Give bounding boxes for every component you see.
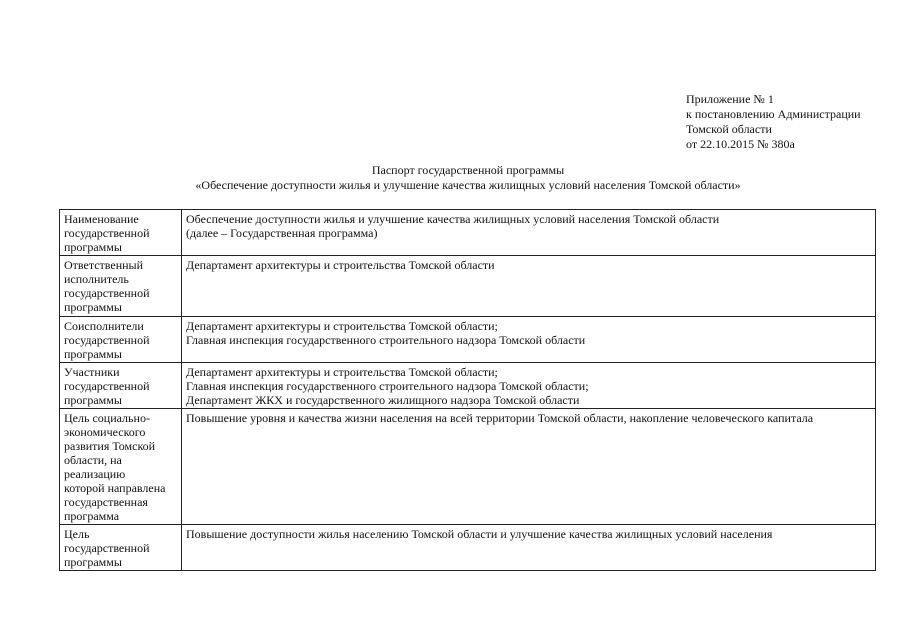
row-label-line: государственная [64,495,148,509]
appendix-header [686,92,896,152]
row-label-line: области, на [64,453,122,467]
passport-table [59,209,876,571]
row-value-line: Повышение уровня и качества жизни населения на всей территории Томской области, накопление человеческого капитала [186,411,814,425]
row-label-line: государственной [64,379,150,393]
row-label-line: государственной [64,333,150,347]
row-label-line: Соисполнители [64,319,144,333]
row-value-cell [182,210,876,256]
row-value-cell [182,525,876,571]
row-value-line: Департамент архитектуры и строительства Томской области; [186,365,498,379]
row-value-cell [182,317,876,363]
row-label-line: программы [64,555,122,569]
row-label-line: программа [64,509,120,523]
appendix-line: Томской области [686,122,772,136]
row-value-line: Главная инспекция государственного строительного надзора Томской области [186,333,586,347]
row-label-line: государственной [64,226,150,240]
row-value-line: Главная инспекция государственного строительного надзора Томской области; [186,379,589,393]
row-label-line: экономического [64,425,146,439]
row-label-line: Наименование [64,212,139,226]
row-value-line: Департамент архитектуры и строительства Томской области [186,258,495,272]
row-label-line: реализацию [64,467,126,481]
title-line-2: «Обеспечение доступности жилья и улучшение качества жилищных условий населения Томской области» [195,178,741,192]
row-value-line: Департамент архитектуры и строительства Томской области; [186,319,498,333]
appendix-line: Приложение № 1 [686,92,774,106]
row-label-line: программы [64,347,122,361]
table-row [60,363,876,409]
row-value-cell [182,409,876,525]
table-row [60,525,876,571]
row-value-cell [182,256,876,317]
row-label-line: Цель [64,527,90,541]
row-value-cell [182,363,876,409]
row-label-line: государственной [64,286,150,300]
row-label-line: программы [64,393,122,407]
row-value-line: Повышение доступности жилья населению Томской области и улучшение качества жилищных условий населения [186,527,773,541]
row-label-line: которой направлена [64,481,166,495]
row-label-cell [60,409,182,525]
row-label-cell [60,525,182,571]
row-label-cell [60,363,182,409]
table-row [60,256,876,317]
appendix-line: к постановлению Администрации [686,107,861,121]
row-value-line: Департамент ЖКХ и государственного жилищного надзора Томской области [186,393,580,407]
row-label-line: программы [64,240,122,254]
appendix-line: от 22.10.2015 № 380а [686,137,795,151]
row-label-line: развития Томской [64,439,156,453]
table-row [60,317,876,363]
row-value-line: Обеспечение доступности жилья и улучшение качества жилищных условий населения Томской области [186,212,720,226]
table-row [60,210,876,256]
row-label-line: программы [64,300,122,314]
row-label-line: Участники [64,365,120,379]
row-value-line: (далее – Государственная программа) [186,226,378,240]
row-label-cell [60,256,182,317]
row-label-line: исполнитель [64,272,129,286]
row-label-cell [60,210,182,256]
row-label-cell [60,317,182,363]
document-title [60,163,876,193]
row-label-line: Ответственный [64,258,144,272]
title-line-1: Паспорт государственной программы [371,163,565,177]
table-row [60,409,876,525]
row-label-line: Цель социально- [64,411,150,425]
row-label-line: государственной [64,541,150,555]
